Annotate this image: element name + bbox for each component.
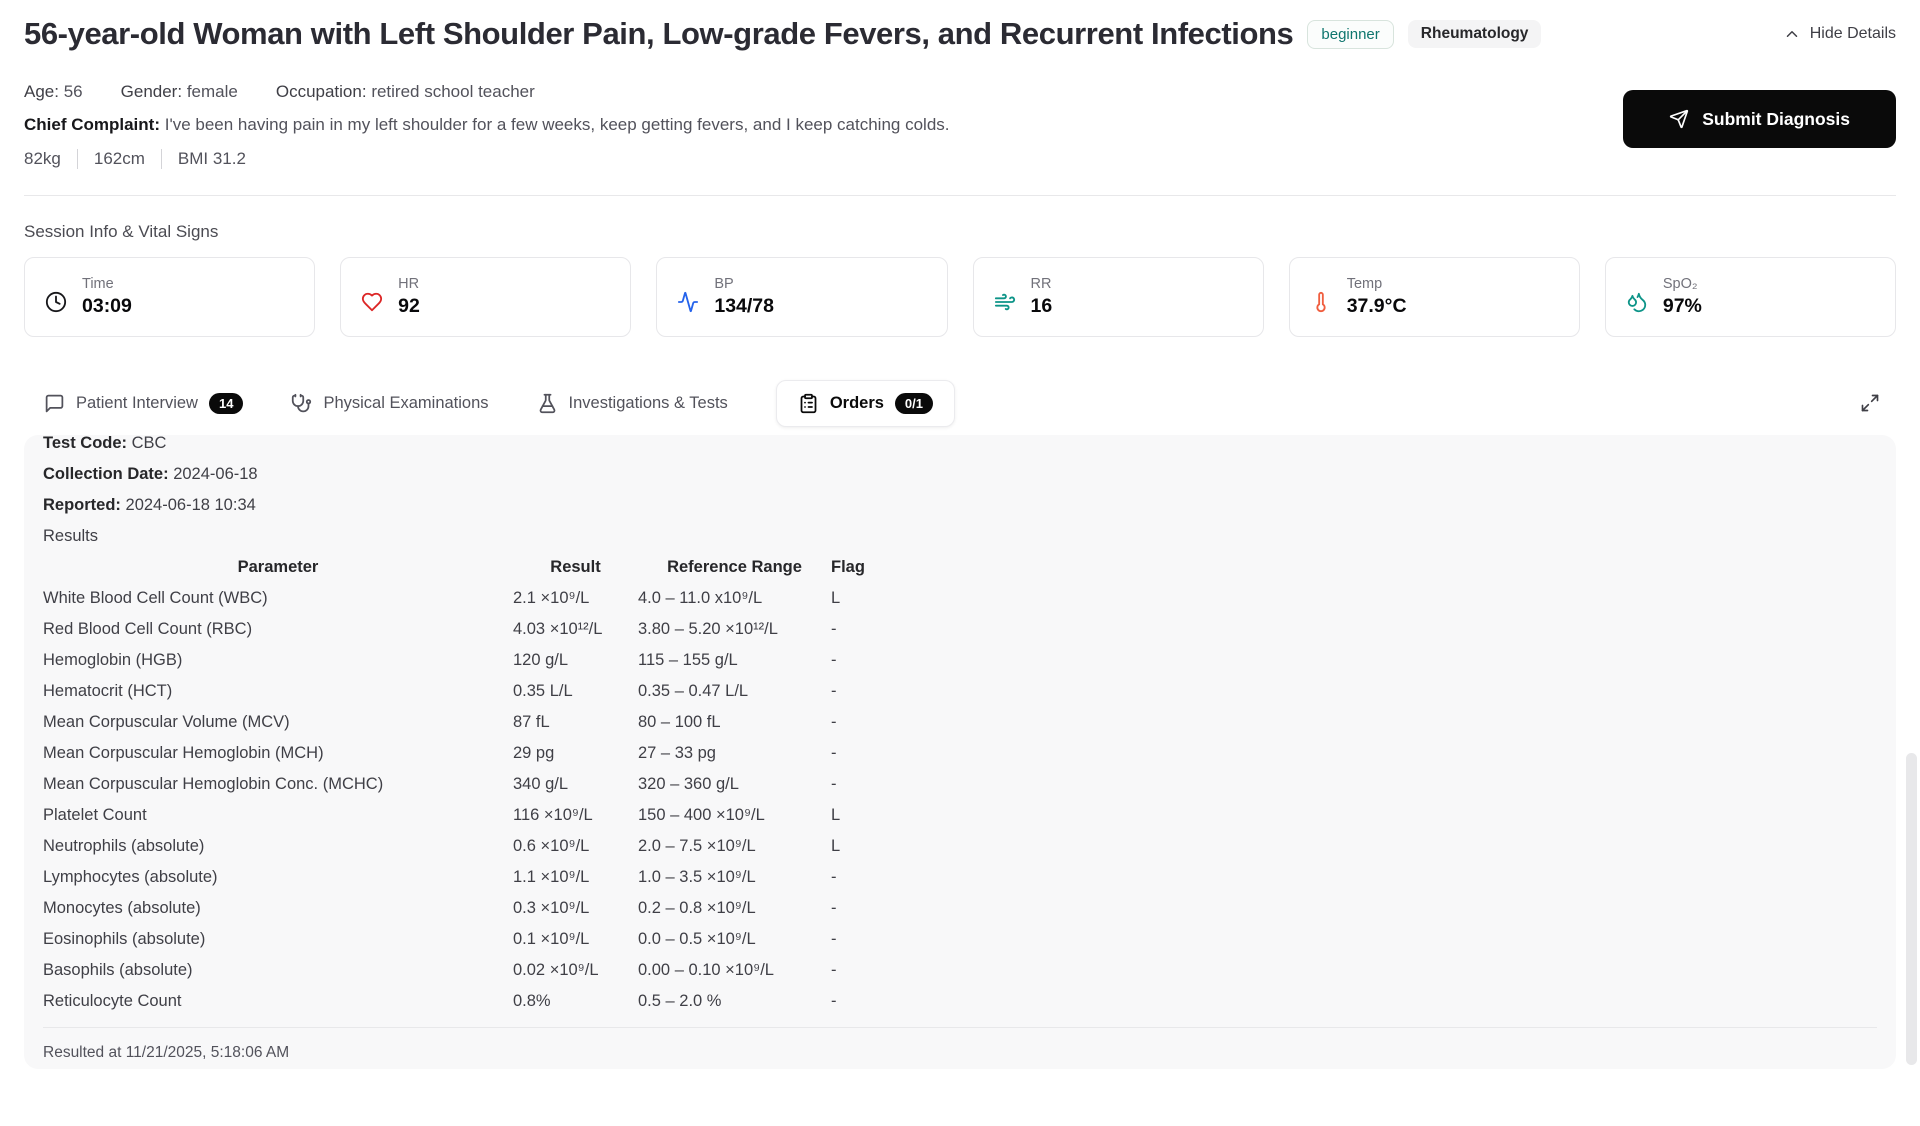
age-label: Age: <box>24 82 59 101</box>
cell-flag: - <box>831 930 837 948</box>
reported-line <box>43 490 1877 521</box>
chief-complaint-label: Chief Complaint: <box>24 115 160 134</box>
demographics <box>24 82 1896 102</box>
tab-label: Physical Examinations <box>323 393 489 412</box>
gender-item <box>121 82 238 102</box>
tab-count-badge: 14 <box>209 393 243 414</box>
test-code-value: CBC <box>131 435 167 452</box>
cell-result: 120 g/L <box>513 651 569 669</box>
cell-flag: - <box>831 620 837 638</box>
header <box>24 0 1896 52</box>
report-content <box>43 435 1877 1068</box>
cell-range: 80 – 100 fL <box>638 713 721 731</box>
age-value: 56 <box>63 82 83 101</box>
cell-flag: L <box>831 589 841 607</box>
vital-card-time <box>24 257 315 337</box>
vital-label: Time <box>82 276 114 292</box>
vital-value: 97% <box>1662 295 1702 317</box>
cell-parameter: Hematocrit (HCT) <box>43 682 173 700</box>
tab-investigations-tests[interactable] <box>537 393 728 414</box>
cell-result: 0.1 ×10⁹/L <box>513 930 590 948</box>
chief-complaint <box>24 115 1896 135</box>
send-icon <box>1669 109 1689 129</box>
tab-label: Investigations & Tests <box>568 393 728 412</box>
vital-card-temp <box>1289 257 1580 337</box>
cell-parameter: White Blood Cell Count (WBC) <box>43 589 268 607</box>
vital-value: 03:09 <box>82 295 132 317</box>
table-row <box>43 893 877 924</box>
page-title: 56-year-old Woman with Left Shoulder Pain, Low-grade Fevers, and Recurrent Infections <box>24 16 1294 51</box>
vital-card-bp <box>656 257 947 337</box>
cell-result: 1.1 ×10⁹/L <box>513 868 590 886</box>
reported-label: Reported: <box>43 496 121 514</box>
vital-label: HR <box>398 276 420 292</box>
tab-patient-interview[interactable] <box>44 393 243 414</box>
weight-value: 82kg <box>24 149 61 168</box>
collection-date-line <box>43 459 1877 490</box>
vital-value: 92 <box>398 295 420 317</box>
vital-label: SpO₂ <box>1662 276 1698 292</box>
test-code-line <box>43 435 1877 459</box>
vital-value: 16 <box>1030 295 1053 317</box>
cell-parameter: Mean Corpuscular Hemoglobin (MCH) <box>43 744 324 762</box>
cell-parameter: Lymphocytes (absolute) <box>43 868 218 886</box>
table-row <box>43 924 877 955</box>
cell-range: 4.0 – 11.0 x10⁹/L <box>638 589 763 607</box>
vital-value: 134/78 <box>714 295 774 317</box>
cell-range: 27 – 33 pg <box>638 744 716 762</box>
cell-result: 0.3 ×10⁹/L <box>513 899 590 917</box>
cell-parameter: Hemoglobin (HGB) <box>43 651 183 669</box>
cell-range: 0.2 – 0.8 ×10⁹/L <box>638 899 756 917</box>
table-row <box>43 800 877 831</box>
table-row <box>43 831 877 862</box>
table-row <box>43 986 877 1017</box>
cell-parameter: Reticulocyte Count <box>43 992 182 1010</box>
cell-flag: - <box>831 713 837 731</box>
clipboard-list-icon <box>798 393 819 414</box>
heart-icon <box>361 291 383 313</box>
cell-flag: - <box>831 899 837 917</box>
cell-parameter: Platelet Count <box>43 806 147 824</box>
age-item <box>24 82 83 102</box>
cell-flag: - <box>831 992 837 1010</box>
tab-count-badge: 0/1 <box>895 393 933 414</box>
cell-flag: - <box>831 868 837 886</box>
cell-parameter: Neutrophils (absolute) <box>43 837 205 855</box>
cell-result: 0.35 L/L <box>513 682 573 700</box>
cell-flag: - <box>831 775 837 793</box>
vital-label: BP <box>714 276 734 292</box>
chevron-up-icon <box>1783 25 1801 43</box>
tab-label: Patient Interview <box>76 393 198 412</box>
height-value: 162cm <box>93 149 145 168</box>
cell-range: 2.0 – 7.5 ×10⁹/L <box>638 837 756 855</box>
cell-flag: L <box>831 806 841 824</box>
table-row <box>43 707 877 738</box>
cell-range: 3.80 – 5.20 ×10¹²/L <box>638 620 778 638</box>
vital-card-rr <box>973 257 1264 337</box>
cell-flag: - <box>831 744 837 762</box>
table-row <box>43 614 877 645</box>
cell-result: 29 pg <box>513 744 555 762</box>
cell-parameter: Eosinophils (absolute) <box>43 930 206 948</box>
vital-card-spo2 <box>1605 257 1896 337</box>
cell-flag: - <box>831 961 837 979</box>
table-row <box>43 738 877 769</box>
submit-diagnosis-button[interactable] <box>1623 90 1896 148</box>
hide-details-label: Hide Details <box>1809 25 1896 42</box>
col-header-result: Result <box>550 558 601 576</box>
tab-orders[interactable] <box>776 380 955 427</box>
cell-range: 0.0 – 0.5 ×10⁹/L <box>638 930 756 948</box>
cell-range: 150 – 400 ×10⁹/L <box>638 806 765 824</box>
table-row <box>43 645 877 676</box>
cell-flag: - <box>831 651 837 669</box>
chief-complaint-text: I've been having pain in my left shoulder for a few weeks, keep getting fevers, and I keep catching colds. <box>164 115 950 134</box>
activity-icon <box>677 291 699 313</box>
cell-parameter: Mean Corpuscular Volume (MCV) <box>43 713 290 731</box>
cell-result: 340 g/L <box>513 775 569 793</box>
collection-date-value: 2024-06-18 <box>173 465 258 483</box>
collection-date-label: Collection Date: <box>43 465 169 483</box>
bmi-value: BMI 31.2 <box>177 149 246 168</box>
flask-icon <box>537 393 558 414</box>
cell-result: 0.6 ×10⁹/L <box>513 837 590 855</box>
droplets-icon <box>1626 291 1648 313</box>
maximize-icon <box>1860 393 1880 413</box>
cell-parameter: Basophils (absolute) <box>43 961 193 979</box>
header-divider <box>24 195 1896 196</box>
test-code-label: Test Code: <box>43 435 128 452</box>
page-scrollbar[interactable] <box>1906 753 1917 1065</box>
submit-diagnosis-label: Submit Diagnosis <box>1702 108 1850 129</box>
col-header-flag: Flag <box>831 558 865 576</box>
vital-value: 37.9°C <box>1346 295 1407 317</box>
difficulty-badge: beginner <box>1307 20 1393 49</box>
tabs-bar <box>24 377 1896 429</box>
cell-result: 87 fL <box>513 713 550 731</box>
vitals-section-title: Session Info & Vital Signs <box>24 222 219 241</box>
thermometer-icon <box>1310 291 1332 313</box>
occupation-label: Occupation: <box>275 82 367 101</box>
cell-range: 115 – 155 g/L <box>638 651 738 669</box>
table-row <box>43 676 877 707</box>
vitals-row <box>24 257 1896 337</box>
cell-result: 2.1 ×10⁹/L <box>513 589 590 607</box>
hide-details-button[interactable] <box>1783 25 1896 43</box>
cell-flag: - <box>831 682 837 700</box>
expand-button[interactable] <box>1860 393 1880 413</box>
separator <box>161 149 162 169</box>
occupation-value: retired school teacher <box>371 82 535 101</box>
clock-icon <box>45 291 67 313</box>
col-header-parameter: Parameter <box>237 558 319 576</box>
table-row <box>43 955 877 986</box>
wind-icon <box>994 291 1016 313</box>
vital-card-hr <box>340 257 631 337</box>
vital-label: Temp <box>1346 276 1383 292</box>
specialty-badge: Rheumatology <box>1408 20 1542 48</box>
results-label: Results <box>43 527 99 545</box>
table-row <box>43 583 877 614</box>
col-header-range: Reference Range <box>667 558 802 576</box>
cell-range: 0.35 – 0.47 L/L <box>638 682 749 700</box>
message-square-icon <box>44 393 65 414</box>
vital-label: RR <box>1030 276 1052 292</box>
cell-flag: L <box>831 837 841 855</box>
cell-range: 0.5 – 2.0 % <box>638 992 722 1010</box>
table-header-row <box>43 552 877 583</box>
results-table <box>43 552 877 1017</box>
cell-result: 116 ×10⁹/L <box>513 806 593 824</box>
cell-range: 1.0 – 3.5 ×10⁹/L <box>638 868 756 886</box>
resulted-at-text: Resulted at 11/21/2025, 5:18:06 AM <box>43 1027 1877 1068</box>
gender-value: female <box>186 82 238 101</box>
table-row <box>43 769 877 800</box>
cell-parameter: Mean Corpuscular Hemoglobin Conc. (MCHC) <box>43 775 384 793</box>
cell-result: 0.02 ×10⁹/L <box>513 961 599 979</box>
occupation-item <box>276 82 535 102</box>
cell-range: 0.00 – 0.10 ×10⁹/L <box>638 961 774 979</box>
cell-result: 0.8% <box>513 992 551 1010</box>
cell-range: 320 – 360 g/L <box>638 775 739 793</box>
cell-parameter: Monocytes (absolute) <box>43 899 201 917</box>
table-row <box>43 862 877 893</box>
cell-parameter: Red Blood Cell Count (RBC) <box>43 620 253 638</box>
tab-label: Orders <box>829 393 884 412</box>
reported-value: 2024-06-18 10:34 <box>125 496 256 514</box>
tab-physical-examinations[interactable] <box>291 393 488 414</box>
report-panel[interactable] <box>24 435 1896 1069</box>
cell-result: 4.03 ×10¹²/L <box>513 620 603 638</box>
separator <box>77 149 78 169</box>
anthropometrics <box>24 149 1896 169</box>
stethoscope-icon <box>291 393 312 414</box>
gender-label: Gender: <box>120 82 183 101</box>
